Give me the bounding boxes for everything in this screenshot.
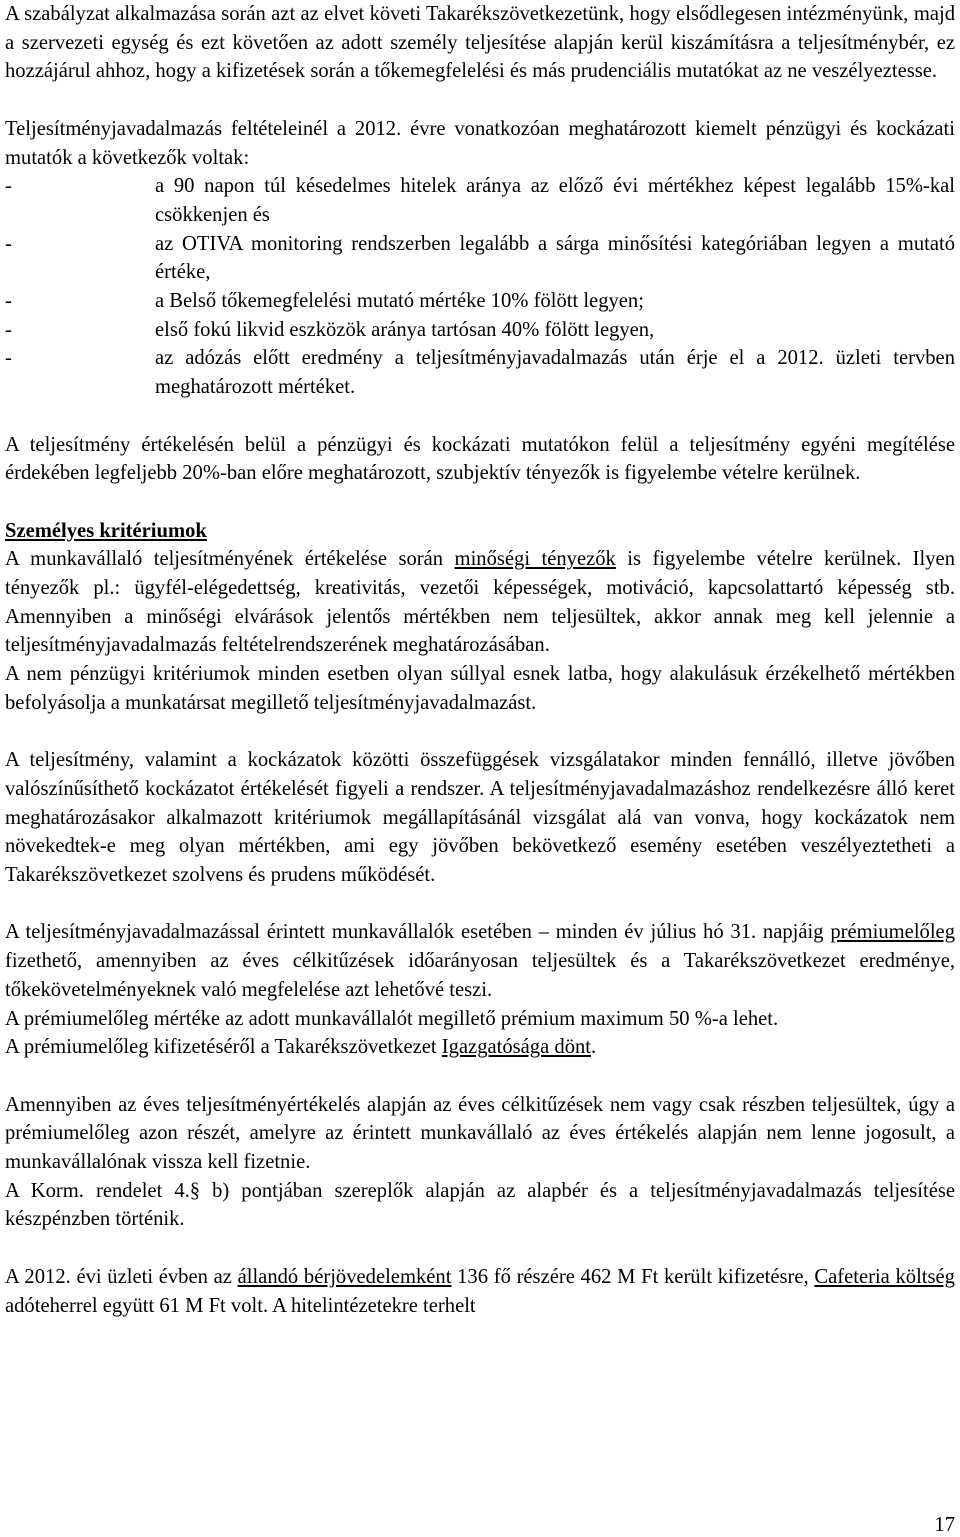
paragraph-2012-payments — [5, 1263, 955, 1320]
text-run: is figyelembe vételre kerülnek. Ilyen tényezők pl.: ügyfél-elégedettség, kreativitás, vezetői képességek, motiváció, kapcsolattartó képesség stb. Amennyiben a minőségi elvárások jelentős mértékben nem teljesültek, akkor annak meg kell jelennie a teljesítményjavadalmazás feltételrendszerének meghatározásában. — [5, 548, 955, 657]
list-item — [5, 172, 955, 229]
text-run: A 2012. évi üzleti évben az — [5, 1265, 238, 1288]
list-dash: - — [5, 175, 12, 198]
paragraph-premium-advance — [5, 918, 955, 1004]
paragraph-decree: A Korm. rendelet 4.§ b) pontjában szereplők alapján az alapbér és a teljesítményjavadalmazás teljesítése készpénzben történik. — [5, 1179, 955, 1231]
paragraph-risk-assessment: A teljesítmény, valamint a kockázatok közötti összefüggések vizsgálatakor minden fennálló, illetve jövőben valószínűsíthető kockázatot értékelését figyeli a rendszer. A teljesítményjavadalmazáshoz rendelkezésre álló keret meghatározásakor alkalmazott kritériumok megállapításánál vizsgálat alá van vonva, hogy kockázatok nem növekedtek-e meg olyan mértékben, ami egy jövőben bekövetkező esemény esetében veszélyeztetheti a Takarékszövetkezet szolvens és prudens működését. — [5, 749, 955, 887]
list-item-text: első fokú likvid eszközök aránya tartósan 40% fölött legyen, — [155, 318, 655, 341]
text-run: A teljesítményjavadalmazással érintett munkavállalók esetében – minden év július hó 31. napjáig — [5, 921, 831, 944]
list-dash: - — [5, 347, 12, 370]
paragraph-board-decision — [5, 1033, 955, 1062]
paragraph-premium-max: A prémiumelőleg mértéke az adott munkavállalót megillető prémium maximum 50 %-a lehet. — [5, 1007, 779, 1030]
paragraph-criteria-intro: Teljesítményjavadalmazás feltételeinél a 2012. évre vonatkozóan meghatározott kiemelt pénzügyi és kockázati mutatók a következők voltak: — [5, 117, 955, 169]
underlined-term-board: Igazgatósága dönt — [441, 1036, 592, 1059]
text-run: adóteherrel együtt 61 M Ft volt. A hitelintézetekre terhelt — [5, 1294, 476, 1317]
text-run: fizethető, amennyiben az éves célkitűzések időarányosan teljesültek és a Takarékszövetkezet eredménye, tőkekövetelményeknek való megfelelése azt lehetővé teszi. — [5, 950, 955, 1001]
text-run: A munkavállaló teljesítményének értékelése során — [5, 548, 455, 571]
paragraph-non-financial-criteria: A nem pénzügyi kritériumok minden esetben olyan súllyal esnek latba, hogy alakulásuk érzékelhető mértékben befolyásolja a munkatársat megillető teljesítményjavadalmazást. — [5, 663, 955, 714]
list-item — [5, 230, 955, 287]
list-item — [5, 316, 955, 345]
list-item-text: az adózás előtt eredmény a teljesítményjavadalmazás után érje el a 2012. üzleti tervben meghatározott mértéket. — [155, 347, 955, 399]
list-dash: - — [5, 318, 12, 341]
list-dash: - — [5, 232, 12, 255]
text-run: . — [591, 1036, 597, 1059]
list-dash: - — [5, 290, 12, 313]
document-page — [5, 0, 955, 1320]
section-heading-personal-criteria: Személyes kritériumok — [5, 519, 207, 542]
text-run: A prémiumelőleg kifizetéséről a Takarékszövetkezet — [5, 1036, 442, 1059]
paragraph-intro: A szabályzat alkalmazása során azt az elvet követi Takarékszövetkezetünk, hogy elsődlegesen intézményünk, majd a szervezeti egység és ezt követően az adott személy teljesítése alapján kerül kiszámításra a teljesítménybér, ez hozzájárul ahhoz, hogy a kifizetések során a tőkemegfelelési és más prudenciális mutatókat az ne veszélyeztesse. — [5, 3, 955, 83]
paragraph-repayment: Amennyiben az éves teljesítményértékelés alapján az éves célkitűzések nem vagy csak részben teljesültek, úgy a prémiumelőleg azon részét, amelyre az érintett munkavállaló az éves értékelés alapján nem lenne jogosult, a munkavállalónak vissza kell fizetnie. — [5, 1093, 955, 1174]
underlined-term-quality-factors: minőségi tényezők — [454, 548, 616, 571]
list-item-text: a Belső tőkemegfelelési mutató mértéke 10% fölött legyen; — [155, 290, 644, 313]
criteria-list — [5, 172, 955, 402]
paragraph-quality-factors — [5, 545, 955, 660]
list-item — [5, 344, 955, 401]
list-item-text: az OTIVA monitoring rendszerben legalább a sárga minősítési kategóriában legyen a mutató értéke, — [155, 232, 955, 284]
underlined-term-cafeteria: Cafeteria költség — [814, 1265, 955, 1288]
list-item — [5, 287, 955, 316]
page-number: 17 — [934, 1514, 955, 1536]
text-run: 136 fő részére 462 M Ft került kifizetésre, — [451, 1265, 815, 1288]
list-item-text: a 90 napon túl késedelmes hitelek aránya az előző évi mértékhez képest legalább 15%-kal csökkenjen és — [155, 175, 955, 226]
underlined-term-fixed-income: állandó bérjövedelemként — [237, 1265, 452, 1288]
paragraph-subjective-factors: A teljesítmény értékelésén belül a pénzügyi és kockázati mutatókon felül a teljesítmény egyéni megítélése érdekében legfeljebb 20%-ban előre meghatározott, szubjektív tényezők is figyelembe vételre kerülnek. — [5, 433, 955, 485]
underlined-term-premium-advance: prémiumelőleg — [830, 921, 955, 944]
